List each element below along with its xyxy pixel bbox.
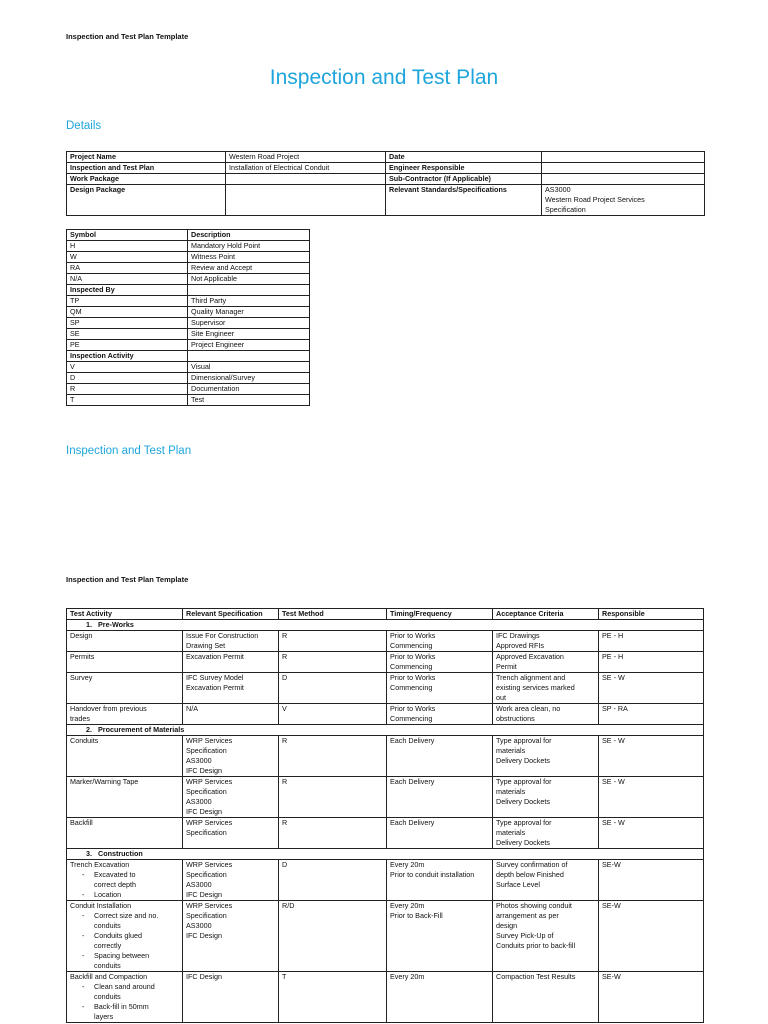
details-value: [226, 174, 386, 185]
symbol-code: R: [67, 384, 188, 395]
text-line: SP - RA: [602, 704, 628, 713]
itp-test-activity: [67, 704, 183, 725]
text-line: Delivery Dockets: [496, 838, 550, 847]
symbol-row: [67, 362, 310, 373]
text-line: Survey: [70, 673, 93, 682]
text-line: SE - W: [602, 818, 625, 827]
itp-relevant-specification: [183, 860, 279, 901]
text-line: R: [282, 652, 288, 661]
section-name: Pre-Works: [98, 620, 134, 629]
symbol-group-row: [67, 351, 310, 362]
symbol-description: Not Applicable: [188, 274, 310, 285]
itp-responsible: [599, 652, 704, 673]
text-line: WRP Services: [186, 860, 233, 869]
text-line: Excavation Permit: [186, 683, 244, 692]
details-value: [542, 152, 705, 163]
text-line: Issue For Construction: [186, 631, 259, 640]
details-label: [386, 185, 542, 216]
text-line: - Clean sand around: [94, 982, 155, 991]
text-line: IFC Drawings: [496, 631, 540, 640]
itp-test-method: [279, 673, 387, 704]
activity-bullets: [70, 870, 179, 900]
text-line: - Conduits glued: [94, 931, 142, 940]
text-line: Prior to Works: [390, 652, 436, 661]
symbol-description: Mandatory Hold Point: [188, 241, 310, 252]
text-line: Delivery Dockets: [496, 797, 550, 806]
symbol-code: T: [67, 395, 188, 406]
text-line: materials: [496, 787, 526, 796]
itp-acceptance-criteria: [493, 631, 599, 652]
itp-test-activity: [67, 777, 183, 818]
itp-row: [67, 972, 704, 1023]
activity-bullet-item: [82, 982, 179, 1002]
text-line: Survey confirmation of: [496, 860, 568, 869]
symbol-code: N/A: [67, 274, 188, 285]
itp-test-method: [279, 901, 387, 972]
symbol-group-label: Inspection Activity: [67, 351, 188, 362]
itp-timing-frequency: [387, 901, 493, 972]
symbol-group-empty: [188, 285, 310, 296]
section-name: Construction: [98, 849, 143, 858]
itp-test-method: [279, 777, 387, 818]
symbol-row: [67, 274, 310, 285]
details-label: [67, 163, 226, 174]
itp-column-header: Responsible: [599, 609, 704, 620]
text-line: out: [496, 693, 506, 702]
text-line: - Location: [94, 890, 122, 899]
page2-running-header: Inspection and Test Plan Template: [66, 575, 189, 584]
symbol-description: Supervisor: [188, 318, 310, 329]
text-line: Design Package: [70, 185, 126, 194]
details-row: [67, 174, 705, 185]
section-name: Procurement of Materials: [98, 725, 185, 734]
text-line: D: [282, 860, 288, 869]
itp-test-method: [279, 860, 387, 901]
text-line: Trench Excavation: [70, 860, 130, 869]
details-value: [226, 163, 386, 174]
text-line: D: [282, 673, 288, 682]
text-line: T: [282, 972, 287, 981]
text-line: Type approval for: [496, 818, 552, 827]
details-value: [542, 174, 705, 185]
text-line: IFC Design: [186, 890, 222, 899]
text-line: R: [282, 736, 288, 745]
text-line: WRP Services: [186, 818, 233, 827]
symbol-row: [67, 252, 310, 263]
itp-relevant-specification: [183, 736, 279, 777]
symbol-code: QM: [67, 307, 188, 318]
itp-row: [67, 673, 704, 704]
text-line: Permits: [70, 652, 95, 661]
itp-test-activity: [67, 736, 183, 777]
activity-bullets: [70, 982, 179, 1022]
text-line: Commencing: [390, 662, 433, 671]
text-line: N/A: [186, 704, 198, 713]
itp-test-method: [279, 704, 387, 725]
text-line: conduits: [94, 921, 121, 930]
text-line: Marker/Warning Tape: [70, 777, 139, 786]
itp-test-method: [279, 736, 387, 777]
itp-test-activity: [67, 631, 183, 652]
text-line: layers: [94, 1012, 114, 1021]
symbol-code: TP: [67, 296, 188, 307]
itp-timing-frequency: [387, 972, 493, 1023]
details-label: [67, 152, 226, 163]
text-line: materials: [496, 828, 526, 837]
text-line: Design: [70, 631, 93, 640]
itp-responsible: [599, 901, 704, 972]
text-line: correct depth: [94, 880, 136, 889]
text-line: WRP Services: [186, 777, 233, 786]
symbol-code: V: [67, 362, 188, 373]
itp-column-header: Relevant Specification: [183, 609, 279, 620]
text-line: SE-W: [602, 860, 621, 869]
activity-bullet-item: [82, 951, 179, 971]
itp-timing-frequency: [387, 652, 493, 673]
itp-acceptance-criteria: [493, 777, 599, 818]
itp-acceptance-criteria: [493, 818, 599, 849]
itp-row: [67, 736, 704, 777]
symbol-row: [67, 318, 310, 329]
text-line: AS3000: [186, 797, 212, 806]
itp-acceptance-criteria: [493, 673, 599, 704]
itp-responsible: [599, 631, 704, 652]
symbol-description: Dimensional/Survey: [188, 373, 310, 384]
text-line: arrangement as per: [496, 911, 559, 920]
itp-relevant-specification: [183, 901, 279, 972]
text-line: PE - H: [602, 652, 624, 661]
text-line: IFC Design: [186, 972, 222, 981]
text-line: Each Delivery: [390, 736, 435, 745]
text-line: Specification: [186, 870, 227, 879]
text-line: SE - W: [602, 777, 625, 786]
details-label: [67, 174, 226, 185]
itp-relevant-specification: [183, 652, 279, 673]
text-line: Work Package: [70, 174, 120, 183]
text-line: Commencing: [390, 714, 433, 723]
symbol-description: Witness Point: [188, 252, 310, 263]
itp-test-activity: [67, 652, 183, 673]
text-line: - Back-fill in 50mm: [94, 1002, 149, 1011]
section-number: 2.: [86, 725, 92, 734]
itp-section-title: [67, 725, 704, 736]
text-line: Specification: [186, 828, 227, 837]
symbol-description: Visual: [188, 362, 310, 373]
text-line: Project Name: [70, 152, 116, 161]
text-line: IFC Design: [186, 766, 222, 775]
text-line: Commencing: [390, 641, 433, 650]
symbol-description: Review and Accept: [188, 263, 310, 274]
text-line: Each Delivery: [390, 777, 435, 786]
itp-acceptance-criteria: [493, 901, 599, 972]
details-row: [67, 185, 705, 216]
text-line: Type approval for: [496, 777, 552, 786]
text-line: Approved RFIs: [496, 641, 544, 650]
itp-test-activity: [67, 818, 183, 849]
itp-section-row: [67, 620, 704, 631]
itp-relevant-specification: [183, 972, 279, 1023]
itp-section-title: [67, 620, 704, 631]
symbol-row: [67, 340, 310, 351]
itp-row: [67, 631, 704, 652]
symbol-code: D: [67, 373, 188, 384]
details-value: [226, 152, 386, 163]
text-line: Backfill: [70, 818, 93, 827]
text-line: Permit: [496, 662, 517, 671]
itp-test-activity: [67, 972, 183, 1023]
text-line: R: [282, 818, 288, 827]
symbol-row: [67, 395, 310, 406]
section-number: 1.: [86, 620, 92, 629]
text-line: R/D: [282, 901, 295, 910]
details-heading: Details: [66, 120, 102, 132]
symbol-group-row: [67, 285, 310, 296]
itp-row: [67, 777, 704, 818]
symbol-group-label: Inspected By: [67, 285, 188, 296]
itp-relevant-specification: [183, 704, 279, 725]
text-line: Prior to Works: [390, 631, 436, 640]
itp-test-activity: [67, 673, 183, 704]
text-line: Western Road Project Services: [545, 195, 645, 204]
itp-acceptance-criteria: [493, 860, 599, 901]
text-line: Approved Excavation: [496, 652, 564, 661]
itp-timing-frequency: [387, 860, 493, 901]
text-line: WRP Services: [186, 901, 233, 910]
text-line: Inspection and Test Plan: [70, 163, 155, 172]
itp-acceptance-criteria: [493, 704, 599, 725]
text-line: materials: [496, 746, 526, 755]
itp-column-header: Test Method: [279, 609, 387, 620]
itp-test-method: [279, 818, 387, 849]
symbol-description: Test: [188, 395, 310, 406]
text-line: Engineer Responsible: [389, 163, 465, 172]
itp-timing-frequency: [387, 736, 493, 777]
text-line: Backfill and Compaction: [70, 972, 148, 981]
text-line: Type approval for: [496, 736, 552, 745]
symbol-description: Third Party: [188, 296, 310, 307]
text-line: Delivery Dockets: [496, 756, 550, 765]
details-label: [386, 163, 542, 174]
text-line: Specification: [186, 746, 227, 755]
text-line: conduits: [94, 961, 121, 970]
symbol-header-row: [67, 230, 310, 241]
itp-timing-frequency: [387, 673, 493, 704]
text-line: Prior to Works: [390, 704, 436, 713]
itp-responsible: [599, 777, 704, 818]
text-line: - Correct size and no.: [94, 911, 159, 920]
text-line: Installation of Electrical Conduit: [229, 163, 330, 172]
symbol-group-empty: [188, 351, 310, 362]
itp-test-method: [279, 652, 387, 673]
symbol-row: [67, 296, 310, 307]
details-table: [66, 151, 705, 216]
itp-relevant-specification: [183, 818, 279, 849]
symbol-description: Site Engineer: [188, 329, 310, 340]
text-line: Survey Pick-Up of: [496, 931, 554, 940]
text-line: Trench alignment and: [496, 673, 566, 682]
itp-responsible: [599, 673, 704, 704]
itp-row: [67, 704, 704, 725]
text-line: Conduits: [70, 736, 99, 745]
details-label: [386, 152, 542, 163]
itp-test-method: [279, 972, 387, 1023]
text-line: Photos showing conduit: [496, 901, 572, 910]
itp-relevant-specification: [183, 631, 279, 652]
running-header: Inspection and Test Plan Template: [66, 32, 189, 41]
itp-responsible: [599, 704, 704, 725]
itp-relevant-specification: [183, 673, 279, 704]
text-line: Drawing Set: [186, 641, 226, 650]
text-line: Specification: [186, 787, 227, 796]
text-line: - Spacing between: [94, 951, 150, 960]
itp-row: [67, 860, 704, 901]
symbol-code: PE: [67, 340, 188, 351]
text-line: conduits: [94, 992, 121, 1001]
itp-timing-frequency: [387, 818, 493, 849]
symbol-code: SE: [67, 329, 188, 340]
text-line: depth below Finished: [496, 870, 564, 879]
details-value: [226, 185, 386, 216]
itp-relevant-specification: [183, 777, 279, 818]
itp-column-header: Timing/Frequency: [387, 609, 493, 620]
text-line: IFC Design: [186, 931, 222, 940]
itp-responsible: [599, 736, 704, 777]
details-value: [542, 185, 705, 216]
activity-bullet-item: [82, 911, 179, 931]
text-line: V: [282, 704, 287, 713]
symbol-description: Quality Manager: [188, 307, 310, 318]
itp-section-row: [67, 725, 704, 736]
itp-heading: Inspection and Test Plan: [66, 445, 192, 457]
details-label: [67, 185, 226, 216]
symbol-row: [67, 373, 310, 384]
itp-responsible: [599, 860, 704, 901]
text-line: R: [282, 777, 288, 786]
text-line: AS3000: [186, 756, 212, 765]
symbol-code: RA: [67, 263, 188, 274]
text-line: Prior to conduit installation: [390, 870, 475, 879]
activity-bullet-item: [82, 931, 179, 951]
itp-row: [67, 818, 704, 849]
symbol-row: [67, 329, 310, 340]
itp-section-title: [67, 849, 704, 860]
itp-responsible: [599, 818, 704, 849]
page-title: Inspection and Test Plan: [269, 66, 499, 89]
itp-acceptance-criteria: [493, 736, 599, 777]
itp-section-row: [67, 849, 704, 860]
symbol-row: [67, 241, 310, 252]
text-line: Conduits prior to back-fill: [496, 941, 576, 950]
section-number: 3.: [86, 849, 92, 858]
text-line: - Excavated to: [94, 870, 136, 879]
details-row: [67, 152, 705, 163]
itp-row: [67, 901, 704, 972]
itp-table: [66, 608, 704, 1023]
text-line: R: [282, 631, 288, 640]
text-line: Relevant Standards/Specifications: [389, 185, 507, 194]
details-row: [67, 163, 705, 174]
symbol-row: [67, 307, 310, 318]
details-value: [542, 163, 705, 174]
text-line: correctly: [94, 941, 122, 950]
symbol-legend-table: [66, 229, 310, 406]
activity-bullet-item: [82, 1002, 179, 1022]
text-line: SE-W: [602, 901, 621, 910]
text-line: Compaction Test Results: [496, 972, 576, 981]
text-line: AS3000: [186, 880, 212, 889]
symbol-row: [67, 263, 310, 274]
text-line: Commencing: [390, 683, 433, 692]
text-line: existing services marked: [496, 683, 575, 692]
symbol-code: H: [67, 241, 188, 252]
itp-acceptance-criteria: [493, 652, 599, 673]
text-line: Excavation Permit: [186, 652, 244, 661]
text-line: SE - W: [602, 736, 625, 745]
text-line: obstructions: [496, 714, 535, 723]
text-line: Specification: [545, 205, 586, 214]
itp-responsible: [599, 972, 704, 1023]
itp-timing-frequency: [387, 704, 493, 725]
text-line: Prior to Back-Fill: [390, 911, 443, 920]
symbol-header-cell: Description: [188, 230, 310, 241]
itp-test-activity: [67, 860, 183, 901]
itp-timing-frequency: [387, 777, 493, 818]
symbol-description: Documentation: [188, 384, 310, 395]
text-line: IFC Survey Model: [186, 673, 244, 682]
activity-bullet-item: [82, 890, 179, 900]
text-line: Date: [389, 152, 405, 161]
text-line: SE - W: [602, 673, 625, 682]
symbol-row: [67, 384, 310, 395]
text-line: trades: [70, 714, 90, 723]
text-line: Every 20m: [390, 860, 425, 869]
itp-timing-frequency: [387, 631, 493, 652]
symbol-description: Project Engineer: [188, 340, 310, 351]
text-line: Prior to Works: [390, 673, 436, 682]
text-line: Conduit Installation: [70, 901, 132, 910]
text-line: Each Delivery: [390, 818, 435, 827]
activity-bullet-item: [82, 870, 179, 890]
text-line: Surface Level: [496, 880, 540, 889]
itp-test-activity: [67, 901, 183, 972]
text-line: AS3000: [186, 921, 212, 930]
symbol-code: SP: [67, 318, 188, 329]
itp-acceptance-criteria: [493, 972, 599, 1023]
itp-test-method: [279, 631, 387, 652]
symbol-code: W: [67, 252, 188, 263]
itp-column-header: Acceptance Criteria: [493, 609, 599, 620]
itp-column-header: Test Activity: [67, 609, 183, 620]
itp-row: [67, 652, 704, 673]
text-line: SE-W: [602, 972, 621, 981]
text-line: Handover from previous: [70, 704, 147, 713]
text-line: Specification: [186, 911, 227, 920]
symbol-header-cell: Symbol: [67, 230, 188, 241]
text-line: Sub-Contractor (If Applicable): [389, 174, 491, 183]
activity-bullets: [70, 911, 179, 971]
text-line: Western Road Project: [229, 152, 300, 161]
text-line: WRP Services: [186, 736, 233, 745]
text-line: design: [496, 921, 518, 930]
text-line: Every 20m: [390, 901, 425, 910]
text-line: PE - H: [602, 631, 624, 640]
details-label: [386, 174, 542, 185]
text-line: IFC Design: [186, 807, 222, 816]
text-line: AS3000: [545, 185, 571, 194]
text-line: Work area clean, no: [496, 704, 561, 713]
text-line: Every 20m: [390, 972, 425, 981]
